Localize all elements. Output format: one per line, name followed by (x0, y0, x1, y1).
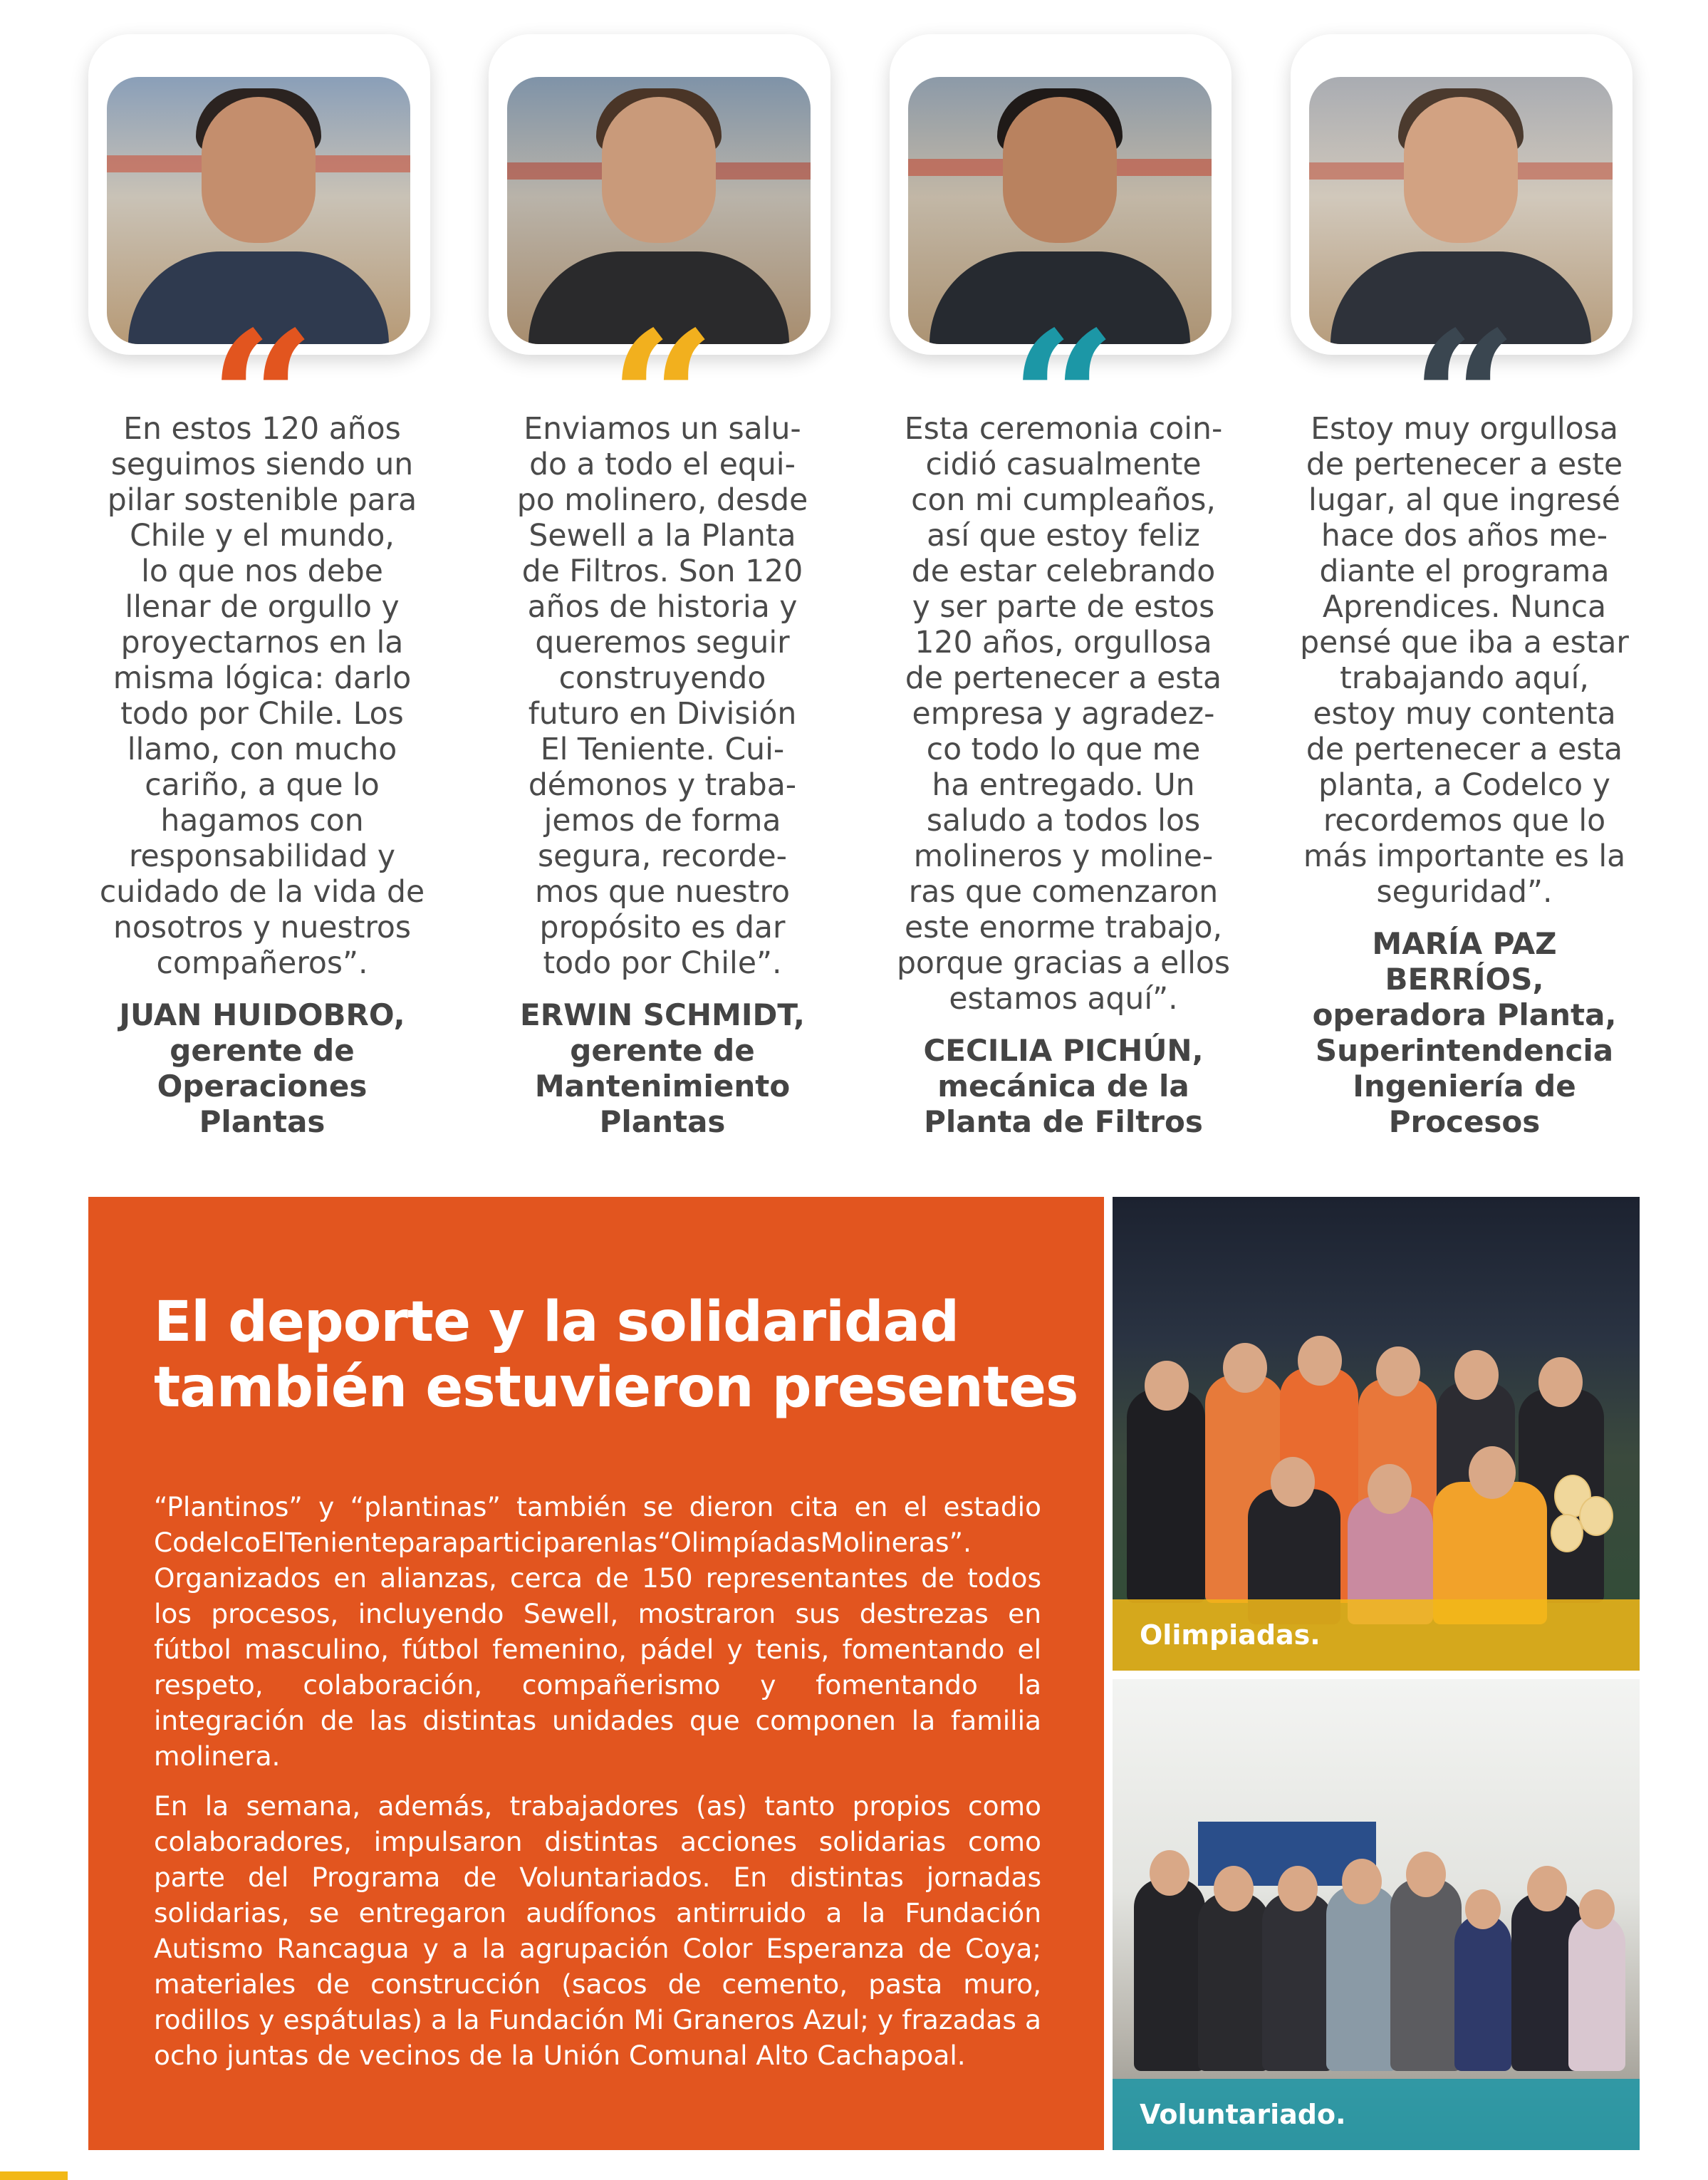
quote-icon (885, 308, 1241, 400)
article-panel (88, 1197, 1104, 2150)
photo-caption: Voluntariado. (1113, 2079, 1640, 2150)
quote-icon (84, 308, 440, 400)
quote-icon (1286, 308, 1642, 400)
portrait-card (489, 34, 830, 355)
olimpiadas-photo (1113, 1197, 1640, 1671)
article-title: El deporte y la solidaridad también estuvieron presentes (154, 1290, 1078, 1420)
portrait-photo (507, 77, 811, 344)
testimonial-quote: En estos 120 años seguimos siendo un pilar sostenible para Chile y el mundo, lo que nos debe llenar de orgullo y proyectarnos en la misma lógica: darlo todo por Chile. Los llamo, con mucho cariño, a que lo hagamos con responsabilidad y cuidado de la vida de nosotros y nuestros compañeros”. (99, 412, 425, 981)
portrait-card (890, 34, 1231, 355)
testimonial-quote: Esta ceremonia coin- cidió casualmente con mi cumpleaños, así que estoy feliz de estar celebrando y ser parte de estos 120 años, orgullosa de pertenecer a esta empresa y agradez- co todo lo que me ha entregado. Un saludo a todos los molineros y moline- ras que comenzaron este enorme trabajo, porque gracias a ellos estamos aquí”. (896, 412, 1231, 1017)
photo-caption: Olimpiadas. (1113, 1599, 1640, 1671)
testimonial-author: JUAN HUIDOBRO, gerente de Operaciones Plantas (119, 997, 405, 1139)
testimonial-quote: Enviamos un salu- do a todo el equi- po molinero, desde Sewell a la Planta de Filtros. Son 120 años de historia y queremos seguir construyendo futuro en División El Teniente. Cui- démonos y traba- jemos de forma segura, recorde- mos que nuestro propósito es dar todo por Chile”. (516, 412, 808, 981)
portrait-photo (908, 77, 1212, 344)
testimonial-author: ERWIN SCHMIDT, gerente de Mantenimiento Plantas (520, 997, 805, 1139)
portrait-card (88, 34, 430, 355)
article-paragraph: En la semana, además, trabajadores (as) tanto propios como colaboradores, impulsaron distintas acciones solidarias como parte del Programa de Voluntariados. En distintas jornadas solidarias, se entregaron audífonos antirruido a la Fundación Autismo Rancagua y a la agrupación Color Esperanza de Coya; materiales de construcción (sacos de cemento, pasta muro, rodillos y espátulas) a la Fundación Mi Graneros Azul; y frazadas a ocho juntas de vecinos de la Unión Comunal Alto Cachapoal. (154, 1790, 1041, 2071)
testimonial-author: CECILIA PICHÚN, mecánica de la Planta de Filtros (923, 1033, 1204, 1139)
portrait-card (1291, 34, 1633, 355)
portrait-photo (1309, 77, 1613, 344)
voluntariado-photo (1113, 1679, 1640, 2150)
article-paragraph: “Plantinos” y “plantinas” también se dieron cita en el estadio CodelcoElTenienteparaparticiparenlas“OlimpíadasMolineras”. Organizados en alianzas, cerca de 150 representantes de todos los procesos, incluyendo Sewell, mostraron sus destrezas en fútbol masculino, fútbol femenino, pádel y tenis, fomentando el respeto, colaboración, compañerismo y fomentando la integración de las distintas unidades que componen la familia molinera. (154, 1491, 1041, 1772)
testimonial-author: MARÍA PAZ BERRÍOS, operadora Planta, Superintendencia Ingeniería de Procesos (1312, 926, 1617, 1139)
quote-icon (484, 308, 840, 400)
testimonial-quote: Estoy muy orgullosa de pertenecer a este lugar, al que ingresé hace dos años me- diante el programa Aprendices. Nunca pensé que iba a estar trabajando aquí, estoy muy contenta de pertenecer a esta planta, a Codelco y recordemos que lo más importante es la seguridad”. (1300, 412, 1629, 910)
page-corner-mark (0, 2171, 68, 2180)
portrait-photo (107, 77, 410, 344)
